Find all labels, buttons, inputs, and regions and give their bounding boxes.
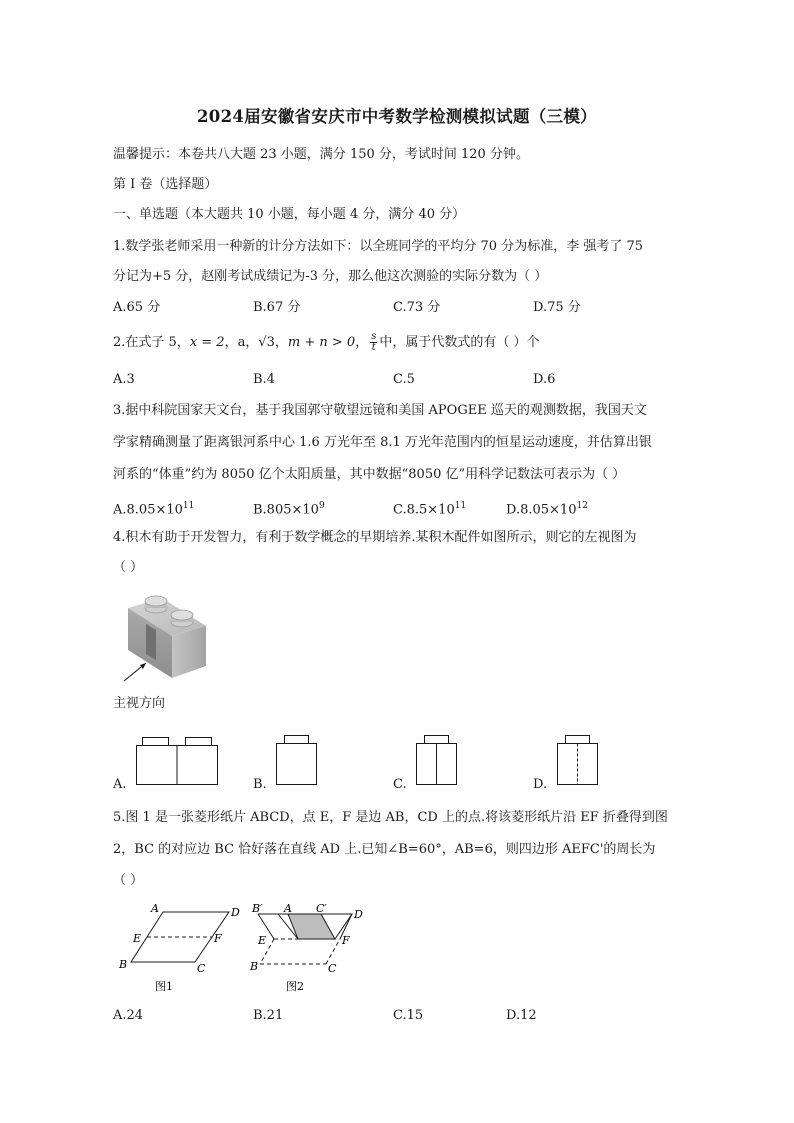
q3-option-a: $A.8.05\times 10^{11}$ <box>113 501 195 518</box>
tip-text: 温馨提示：本卷共八大题 23 小题，满分 150 分，考试时间 120 分钟。 <box>113 147 529 162</box>
q1-line1: 1.数学张老师采用一种新的计分方法如下：以全班同学的平均分 70 分为标准，李 强考了 75 <box>113 239 644 254</box>
q3-option-b: $B.805\times 10^9$ <box>253 501 325 518</box>
fig2-label-c: C <box>328 962 337 975</box>
q5-line2: 2，BC 的对应边 BC 恰好落在直线 AD 上.已知∠B=60°，AB=6，则四边形 AEFC'的周长为 <box>113 842 656 857</box>
q1-option-d: D.75 分 <box>533 300 581 315</box>
fig1-caption: 图1 <box>155 980 173 993</box>
fig2-label-f: F <box>342 934 350 947</box>
q2-sep1: ，a， <box>224 335 259 350</box>
fig1-label-d: D <box>231 906 240 919</box>
q4-line2: （ ） <box>113 560 144 575</box>
q2-sep3: ， <box>355 335 369 350</box>
q3-option-d: $D.8.05\times 10^{12}$ <box>506 501 588 518</box>
q4-option-c-figure <box>416 735 458 785</box>
page-title: 2024届安徽省安庆市中考数学检测模拟试题（三模） <box>197 107 597 126</box>
q4-option-d-label: D. <box>533 777 548 792</box>
q2-frac-num: s <box>371 331 377 342</box>
q2-expr-mn: m + n > 0 <box>287 335 356 350</box>
q2-line <box>113 332 540 353</box>
q1-option-c: C.73 分 <box>393 300 441 315</box>
fig1-label-f: F <box>214 932 222 945</box>
fig1-label-b: B <box>119 958 128 971</box>
q2-expr-sqrt: √3 <box>258 335 275 350</box>
rhombus-figure-2 <box>250 902 380 994</box>
q4-option-b-label: B. <box>253 777 267 792</box>
view-direction-caption: 主视方向 <box>113 696 166 711</box>
fig1-label-c: C <box>197 962 206 975</box>
q5-option-d: D.12 <box>506 1008 537 1023</box>
q4-option-d-figure <box>557 735 599 785</box>
q3-option-c: $C.8.5\times 10^{11}$ <box>393 501 467 518</box>
q4-option-a-label: A. <box>113 777 127 792</box>
q2-expr-x: x = 2 <box>189 335 225 350</box>
volume-heading: 第 I 卷（选择题） <box>113 177 218 192</box>
q3-line1: 3.据中科院国家天文台，基于我国郭守敬望远镜和美国 APOGEE 巡天的观测数据，我国天文 <box>113 403 647 418</box>
q5-option-c: C.15 <box>393 1008 424 1023</box>
fig2-label-c-prime: C′ <box>316 902 327 915</box>
q4-option-b-figure <box>276 735 318 785</box>
q4-line1: 4.积木有助于开发智力，有利于数学概念的早期培养.某积木配件如图所示，则它的左视图为 <box>113 530 637 545</box>
q2-option-d: D.6 <box>533 372 556 387</box>
q2-prefix: 2.在式子 5， <box>113 335 190 350</box>
q2-option-b: B.4 <box>253 372 275 387</box>
q1-line2: 分记为+5 分，赵刚考试成绩记为-3 分，那么他这次测验的实际分数为（ ） <box>113 269 548 284</box>
block-figure <box>118 588 218 688</box>
q5-line3: （ ） <box>113 873 144 888</box>
fig1-label-a: A <box>151 902 159 915</box>
q5-line1: 5.图 1 是一张菱形纸片 ABCD，点 E，F 是边 AB，CD 上的点.将该菱形纸片沿 EF 折叠得到图 <box>113 810 668 825</box>
fig2-label-b-prime: B′ <box>252 902 263 915</box>
q4-option-a-figure <box>136 737 218 785</box>
q3-line3: 河系的“体重”约为 8050 亿个太阳质量，其中数据“8050 亿”用科学记数法可表示为（ ） <box>113 467 626 482</box>
q4-option-c-label: C. <box>393 777 407 792</box>
q2-frac-den: t <box>371 342 376 353</box>
q2-fraction <box>370 332 377 353</box>
fig2-label-e: E <box>258 934 267 947</box>
q5-option-b: B.21 <box>253 1008 284 1023</box>
section-heading: 一、单选题（本大题共 10 小题，每小题 4 分，满分 40 分） <box>113 207 466 222</box>
q3-line2: 学家精确测量了距离银河系中心 1.6 万光年至 8.1 万光年范围内的恒星运动速度，并估算出银 <box>113 435 652 450</box>
q2-option-a: A.3 <box>113 372 135 387</box>
fig2-label-a: A <box>284 902 292 915</box>
q2-suffix: 中，属于代数式的有（ ）个 <box>379 335 540 350</box>
q5-option-a: A.24 <box>113 1008 144 1023</box>
fig2-caption: 图2 <box>286 980 304 993</box>
fig2-label-b: B <box>250 960 259 973</box>
rhombus-figure-1 <box>115 902 245 994</box>
q2-sep2: ， <box>274 335 288 350</box>
q1-option-b: B.67 分 <box>253 300 301 315</box>
fig1-label-e: E <box>133 932 142 945</box>
q1-option-a: A.65 分 <box>113 300 161 315</box>
fig2-label-d: D <box>354 908 363 921</box>
q2-option-c: C.5 <box>393 372 415 387</box>
